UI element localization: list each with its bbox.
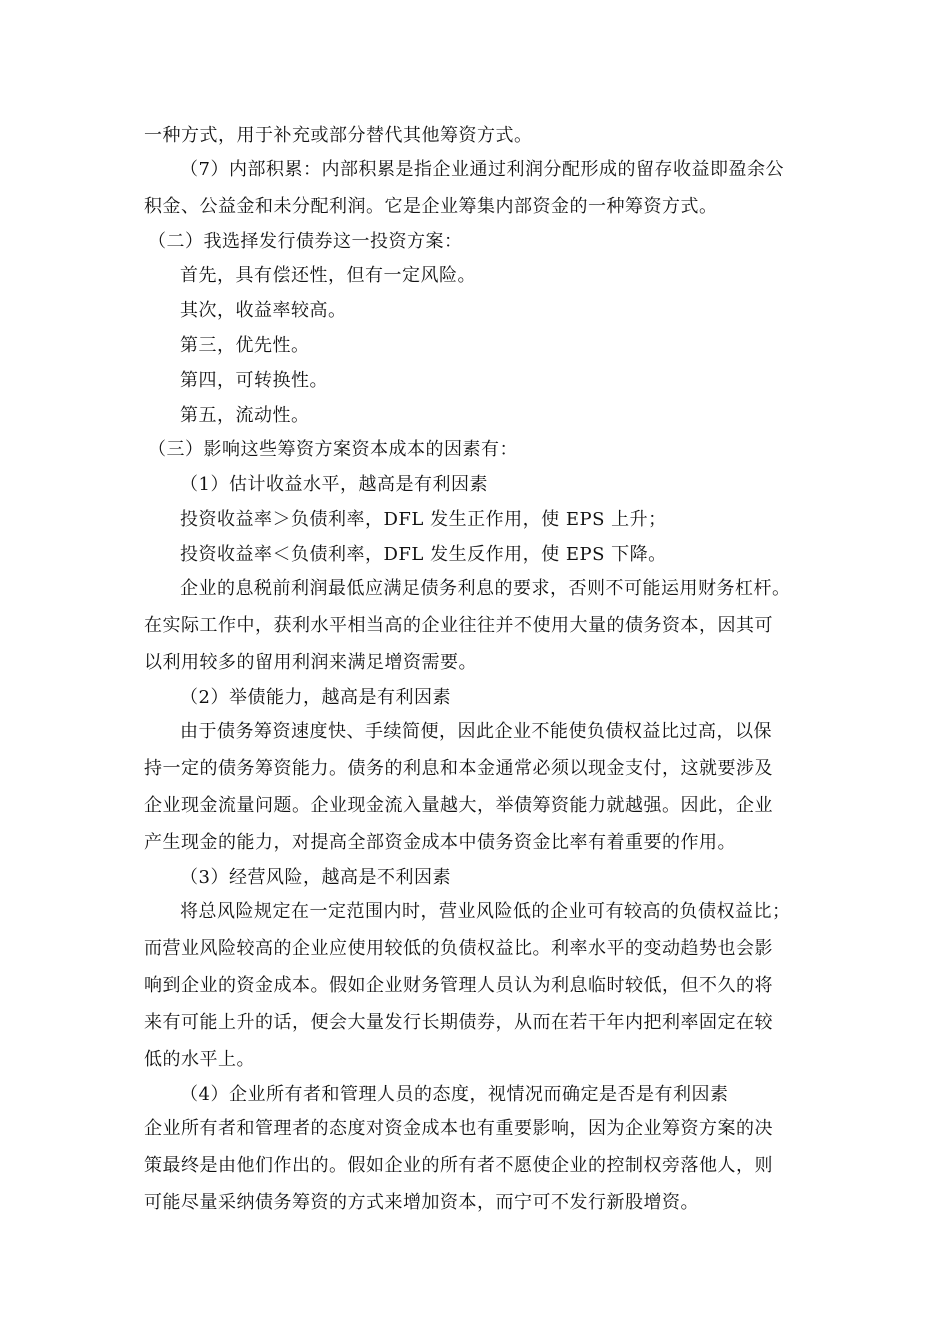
section-heading: （二）我选择发行债券这一投资方案： (148, 231, 463, 252)
text-line: 将总风险规定在一定范围内时，营业风险低的企业可有较高的负债权益比； (180, 901, 791, 922)
text-line: 第四，可转换性。 (180, 370, 328, 391)
text-line: 响到企业的资金成本。假如企业财务管理人员认为利息临时较低，但不久的将 (144, 975, 773, 996)
text-line: （2）举债能力，越高是有利因素 (180, 687, 451, 708)
text-line: 首先，具有偿还性，但有一定风险。 (180, 265, 476, 286)
text-line: 而营业风险较高的企业应使用较低的负债权益比。利率水平的变动趋势也会影 (144, 938, 773, 959)
text-line: 来有可能上升的话，便会大量发行长期债券，从而在若干年内把利率固定在较 (144, 1012, 773, 1033)
text-line: 投资收益率＞负债利率，DFL 发生正作用，使 EPS 上升； (180, 509, 667, 530)
text-line: 一种方式，用于补充或部分替代其他筹资方式。 (144, 125, 533, 146)
text-line: 积金、公益金和未分配利润。它是企业筹集内部资金的一种筹资方式。 (144, 196, 718, 217)
text-line: 其次，收益率较高。 (180, 300, 347, 321)
text-line: 由于债务筹资速度快、手续简便，因此企业不能使负债权益比过高，以保 (180, 721, 772, 742)
text-line: 投资收益率＜负债利率，DFL 发生反作用，使 EPS 下降。 (180, 544, 667, 565)
text-line: 企业的息税前利润最低应满足债务利息的要求，否则不可能运用财务杠杆。 (180, 578, 791, 599)
text-line: （1）估计收益水平，越高是有利因素 (180, 474, 488, 495)
section-heading: （三）影响这些筹资方案资本成本的因素有： (148, 439, 518, 460)
text-line: （4）企业所有者和管理人员的态度，视情况而确定是否是有利因素 (180, 1084, 729, 1105)
text-line: 以利用较多的留用利润来满足增资需要。 (144, 652, 477, 673)
text-line: 低的水平上。 (144, 1049, 255, 1070)
text-line: 第三，优先性。 (180, 335, 310, 356)
text-line: 在实际工作中，获利水平相当高的企业往往并不使用大量的债务资本，因其可 (144, 615, 773, 636)
text-line: （3）经营风险，越高是不利因素 (180, 867, 451, 888)
text-line: 企业现金流量问题。企业现金流入量越大，举债筹资能力就越强。因此，企业 (144, 795, 773, 816)
text-line: 策最终是由他们作出的。假如企业的所有者不愿使企业的控制权旁落他人，则 (144, 1155, 773, 1176)
text-line: 第五，流动性。 (180, 405, 310, 426)
text-line: 产生现金的能力，对提高全部资金成本中债务资金比率有着重要的作用。 (144, 832, 736, 853)
text-line: 企业所有者和管理者的态度对资金成本也有重要影响，因为企业筹资方案的决 (144, 1118, 773, 1139)
text-line: 可能尽量采纳债务筹资的方式来增加资本，而宁可不发行新股增资。 (144, 1192, 699, 1213)
text-line: 持一定的债务筹资能力。债务的利息和本金通常必须以现金支付，这就要涉及 (144, 758, 773, 779)
text-line: （7）内部积累：内部积累是指企业通过利润分配形成的留存收益即盈余公 (180, 159, 784, 180)
